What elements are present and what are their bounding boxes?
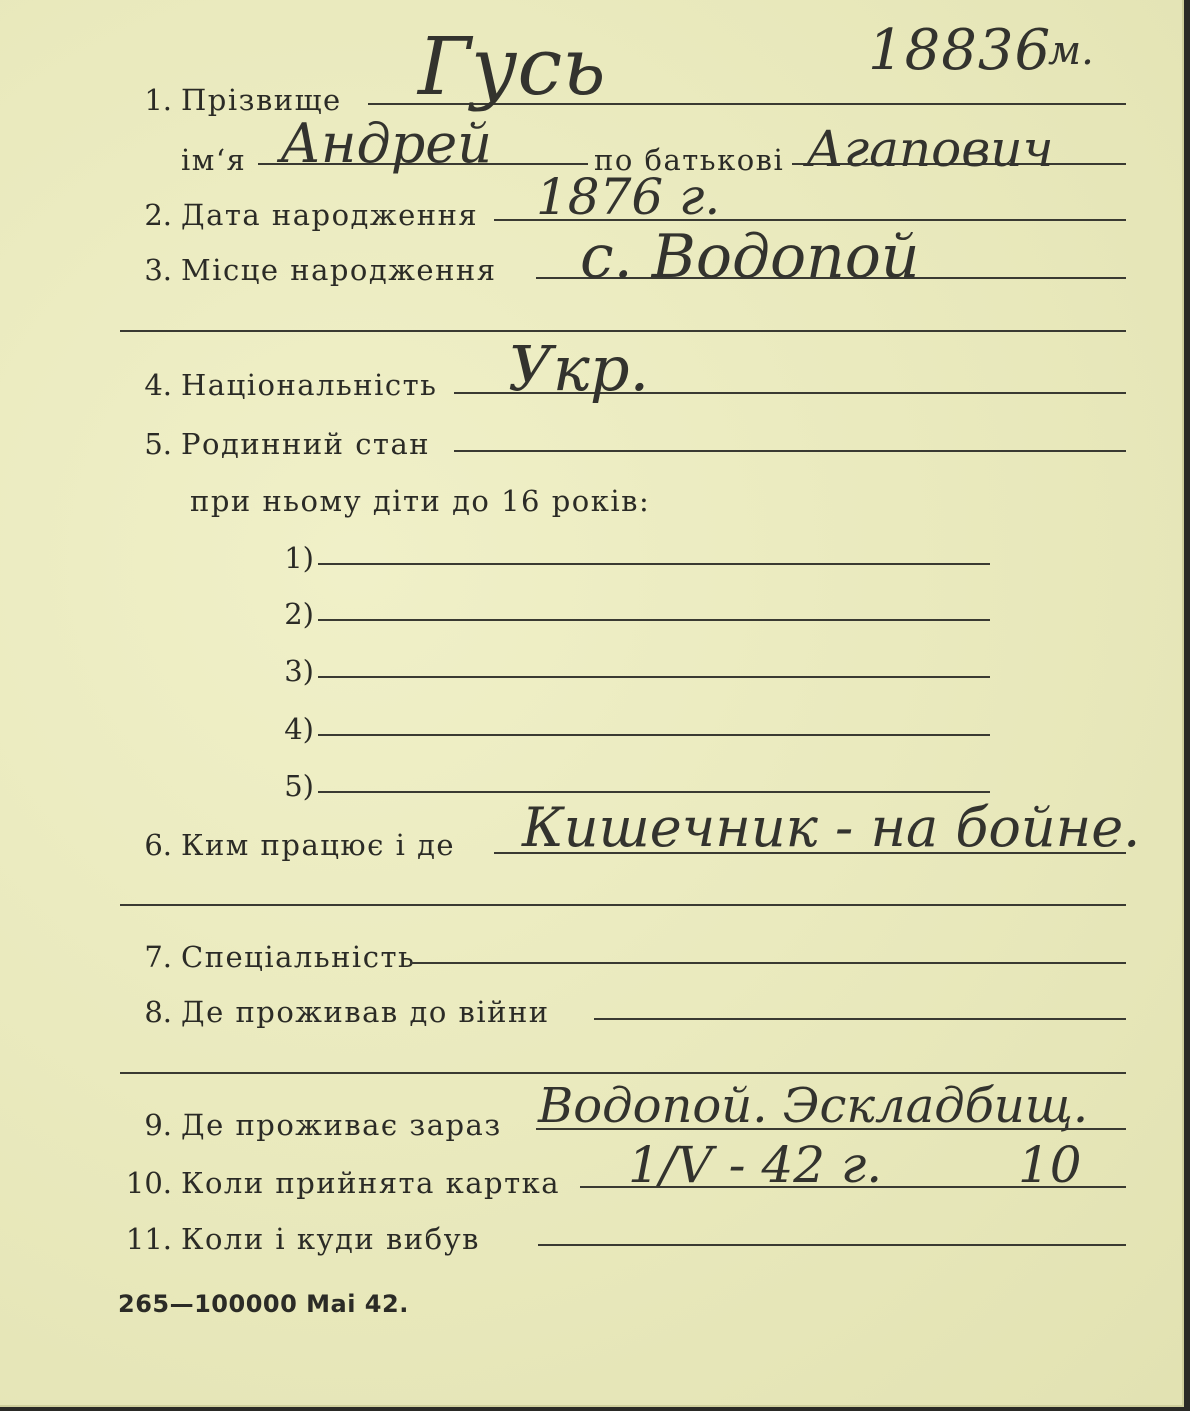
child-number-3: 3): [284, 654, 314, 688]
card-accepted-value: 1/V - 42 г.: [628, 1136, 883, 1194]
print-imprint: 265—100000 Mai 42.: [118, 1290, 409, 1318]
item-number-4: 4.: [144, 368, 172, 402]
occupation-value: Кишечник - на бойне.: [522, 796, 1141, 859]
item-number-9: 9.: [144, 1108, 172, 1142]
item-number-1: 1.: [144, 83, 172, 117]
first-name-value: Андрей: [280, 112, 492, 175]
item-number-6: 6.: [144, 828, 172, 862]
occupation-line-2: [120, 904, 1126, 906]
child-line-4: [318, 734, 990, 736]
patronymic-label: по батькові: [594, 143, 785, 177]
birth-date-value: 1876 г.: [536, 168, 721, 226]
registration-number: 18836: [868, 18, 1052, 83]
child-line-1: [318, 563, 990, 565]
current-residence-label: Де проживає зараз: [181, 1108, 502, 1142]
specialty-line: [410, 962, 1126, 964]
departure-label: Коли і куди вибув: [181, 1222, 480, 1256]
birth-date-label: Дата народження: [181, 198, 479, 232]
child-line-5: [318, 791, 990, 793]
item-number-3: 3.: [144, 253, 172, 287]
marital-status-line: [454, 450, 1126, 452]
child-number-4: 4): [284, 712, 314, 746]
registration-suffix: м.: [1048, 28, 1094, 74]
child-number-2: 2): [284, 597, 314, 631]
item-number-8: 8.: [144, 995, 172, 1029]
surname-label: Прізвище: [181, 83, 342, 117]
current-residence-value: Водопой. Эскладбищ.: [538, 1078, 1089, 1134]
item-number-7: 7.: [144, 940, 172, 974]
nationality-label: Національність: [181, 368, 438, 402]
surname-value: Гусь: [418, 20, 606, 113]
child-line-2: [318, 619, 990, 621]
child-line-3: [318, 676, 990, 678]
first-name-label: ім‘я: [181, 143, 247, 177]
prewar-residence-label: Де проживав до війни: [181, 995, 550, 1029]
specialty-label: Спеціальність: [181, 940, 416, 974]
item-number-5: 5.: [144, 427, 172, 461]
occupation-label: Ким працює і де: [181, 828, 456, 862]
birth-place-value: с. Водопой: [580, 222, 920, 292]
patronymic-value: Агапович: [806, 120, 1054, 178]
children-label: при ньому діти до 16 років:: [190, 484, 651, 518]
child-number-1: 1): [284, 541, 314, 575]
departure-line: [538, 1244, 1126, 1246]
marital-status-label: Родинний стан: [181, 427, 431, 461]
prewar-residence-line-2: [120, 1072, 1126, 1074]
card-accepted-label: Коли прийнята картка: [181, 1166, 561, 1200]
item-number-2: 2.: [144, 198, 172, 232]
card-count-value: 10: [1018, 1136, 1082, 1194]
child-number-5: 5): [284, 769, 314, 803]
item-number-10: 10.: [125, 1166, 172, 1200]
nationality-value: Укр.: [508, 332, 650, 405]
birth-place-label: Місце народження: [181, 253, 497, 287]
item-number-11: 11.: [125, 1222, 172, 1256]
prewar-residence-line: [594, 1018, 1126, 1020]
